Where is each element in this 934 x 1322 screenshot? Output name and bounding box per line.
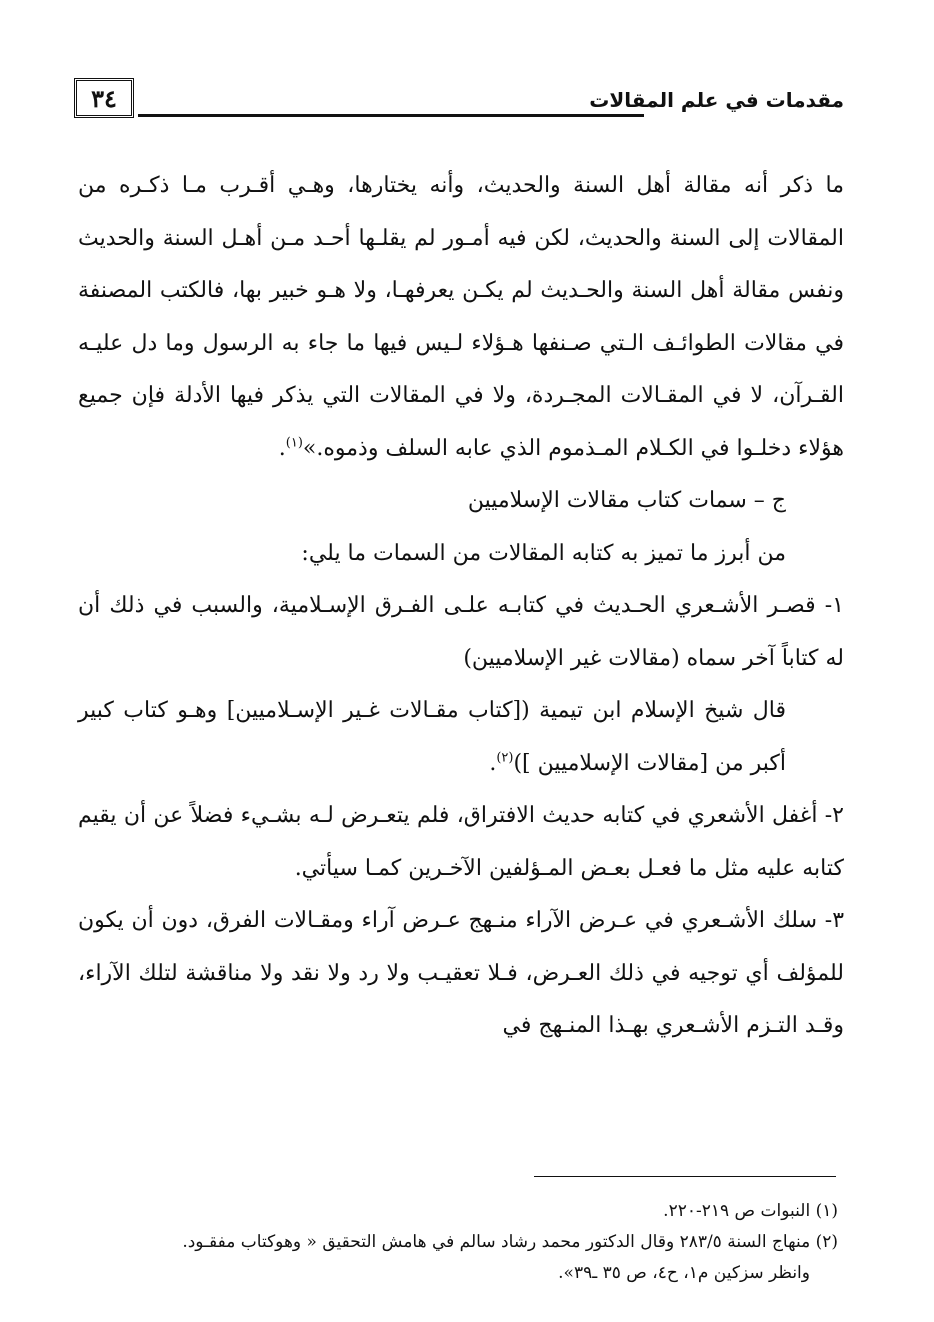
- footnotes: [62, 1196, 838, 1289]
- paragraph-quote: ما ذكر أنه مقالة أهل السنة والحديث، وأنه يختارها، وهـي أقـرب مـا ذكـره من المقالات إلى السنة والحديث، لكن فيه أمـور لم يقلـها أحـد مـن أهـل السنة والحديث ونفس مقالة أهل السنة والحـديث لم يكـن يعرفهـا، ولا هـو خبير بها، فالكتب المصنفة في مقالات الطوائـف الـتي صـنفها هـؤلاء لـيس فيها ما جاء به الرسول وما دل عليـه القـرآن، لا في المقـالات المجـردة، ولا في المقالات التي يذكر فيها الأدلة فإن جميع هؤلاء دخلـوا في الكـلام المـذموم الذي عابه السلف وذموه.»$^{(١)}$.: [78, 173, 844, 461]
- body-text: [78, 160, 844, 1053]
- header-rule: [138, 114, 644, 117]
- footnote-rule: [534, 1176, 836, 1177]
- running-title: مقدمات في علم المقالات: [589, 88, 844, 112]
- footnote-1: (١) النبوات ص ٢١٩-٢٢٠.: [663, 1201, 838, 1221]
- footnote-ref-2: (٢): [496, 750, 514, 766]
- paragraph-point-1: ١- قصـر الأشـعري الحـديث في كتابـه علـى الفـرق الإسـلامية، والسبب في ذلك أن له كتاباً آخر سماه (مقالات غير الإسلاميين): [78, 593, 844, 671]
- paragraph-intro: من أبرز ما تميز به كتابه المقالات من السمات ما يلي:: [301, 540, 786, 566]
- paragraph-point-2: ٢- أغفل الأشعري في كتابه حديث الافتراق، فلم يتعـرض لـه بشـيء فضلاً عن أن يقيم كتابه عليه مثل ما فعـل بعـض المـؤلفين الآخـرين كمـا سيأتي.: [78, 803, 844, 881]
- paragraph-point-3: ٣- سلك الأشـعري في عـرض الآراء منـهج عـرض آراء ومقـالات الفرق، دون أن يكون للمؤلف أي توجيه في ذلك العـرض، فـلا تعقيـب ولا رد ولا نقد ولا مناقشة لتلك الآراء، وقـد التـزم الأشـعري بهـذا المنـهج في: [78, 908, 845, 1038]
- paragraph-ibn-taymiyya: قال شيخ الإسلام ابن تيمية ([كتاب مقـالات غـير الإسـلاميين] وهـو كتاب كبير أكبر من [مقالات الإسلاميين ])$^{(٢)}$.: [78, 698, 786, 776]
- footnote-ref-1: (١): [285, 435, 303, 451]
- section-heading: ج – سمات كتاب مقالات الإسلاميين: [467, 488, 786, 513]
- period: .: [278, 435, 286, 461]
- page-header: [74, 78, 844, 128]
- footnote-2-continued: وانظر سزكين م١، ح٤، ص ٣٥ ـ٣٩».: [558, 1263, 810, 1283]
- period: .: [489, 750, 497, 776]
- footnote-2: (٢) منهاج السنة ٢٨٣/٥ وقال الدكتور محمد رشاد سالم في هامش التحقيق « وهوكتاب مفقـود.: [182, 1232, 838, 1252]
- page-number: ٣٤: [74, 78, 134, 118]
